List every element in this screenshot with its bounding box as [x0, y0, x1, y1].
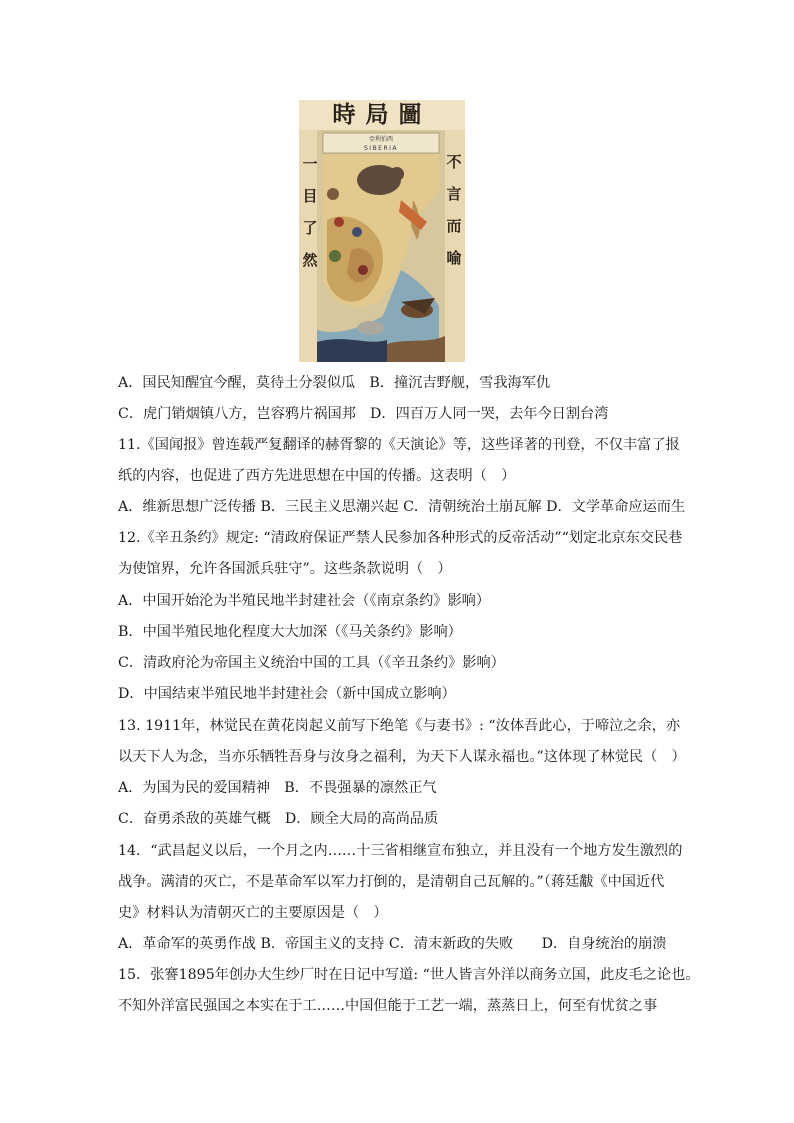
text-line: 14．“武昌起义以后，一个月之内……十三省相继宣布独立，并且没有一个地方发生激烈的 [118, 843, 683, 859]
text-line: 纸的内容，也促进了西方先进思想在中国的传播。这表明（ ） [118, 468, 516, 484]
map-header-en: SIBERIA [363, 145, 399, 152]
text-line: C．奋勇杀敌的英雄气概 D．顾全大局的高尚品质 [118, 811, 439, 827]
text-line: A．维新思想广泛传播 B．三民主义思潮兴起 C．清朝统治土崩瓦解 D．文学革命应运而生 [118, 499, 686, 515]
text-line: 不知外洋富民强国之本实在于工……中国但能于工艺一端，蒸蒸日上，何至有忧贫之事 [118, 998, 658, 1014]
figure-title: 時局圖 [299, 100, 465, 130]
text-line: C．清政府沦为帝国主义统治中国的工具（《辛丑条约》影响） [118, 655, 505, 671]
text-line: A．革命军的英勇作战 B．帝国主义的支持 C．清末新政的失败 D．自身统治的崩溃 [118, 936, 667, 952]
figure-left-caption: 一 目 了 然 [302, 155, 318, 269]
text-line: 战争。满清的灭亡，不是革命军以军力打倒的，是清朝自己瓦解的。”（蒋廷黻《中国近代 [118, 874, 665, 890]
text-line: B．中国半殖民地化程度大大加深（《马关条约》影响） [118, 624, 462, 640]
figure-right-caption: 不 言 而 喻 [446, 153, 462, 267]
cartoon-map [317, 130, 445, 362]
text-line: 11.《国闻报》曾连载严复翻译的赫胥黎的《天演论》等，这些译著的刊登，不仅丰富了报 [118, 437, 680, 453]
map-header-cn: 亞利伯西 [368, 136, 394, 143]
text-line: 以天下人为念，当亦乐牺牲吾身与汝身之福利，为天下人谋永福也。”这体现了林觉民（ ） [118, 749, 686, 765]
text-line: 12.《辛丑条约》规定: “清政府保证严禁人民参加各种形式的反帝活动”“划定北京东交民巷 [118, 530, 683, 546]
text-line: 为使馆界，允许各国派兵驻守”。这些条款说明（ ） [118, 561, 452, 577]
text-line: A．为国为民的爱国精神 B．不畏强暴的凛然正气 [118, 780, 437, 796]
text-line: 史》材料认为清朝灭亡的主要原因是（ ） [118, 905, 388, 921]
text-line: C．虎门销烟镇八方，岂容鸦片祸国邦 D．四百万人同一哭，去年今日割台湾 [118, 406, 609, 422]
text-line: 13. 1911年，林觉民在黄花岗起义前写下绝笔《与妻书》: “汝体吾此心，于啼泣之余，亦 [118, 718, 681, 734]
text-line: D．中国结束半殖民地半封建社会（新中国成立影响） [118, 686, 456, 702]
text-line: A．中国开始沦为半殖民地半封建社会（《南京条约》影响） [118, 593, 491, 609]
text-line: 15．张謇1895年创办大生纱厂时在日记中写道: “世人皆言外洋以商务立国，此皮毛之论也。 [118, 967, 700, 983]
text-line: A．国民知醒宜今醒，莫待土分裂似瓜 B．撞沉吉野舰，雪我海军仇 [118, 375, 551, 391]
cartoon-figure [299, 100, 465, 362]
